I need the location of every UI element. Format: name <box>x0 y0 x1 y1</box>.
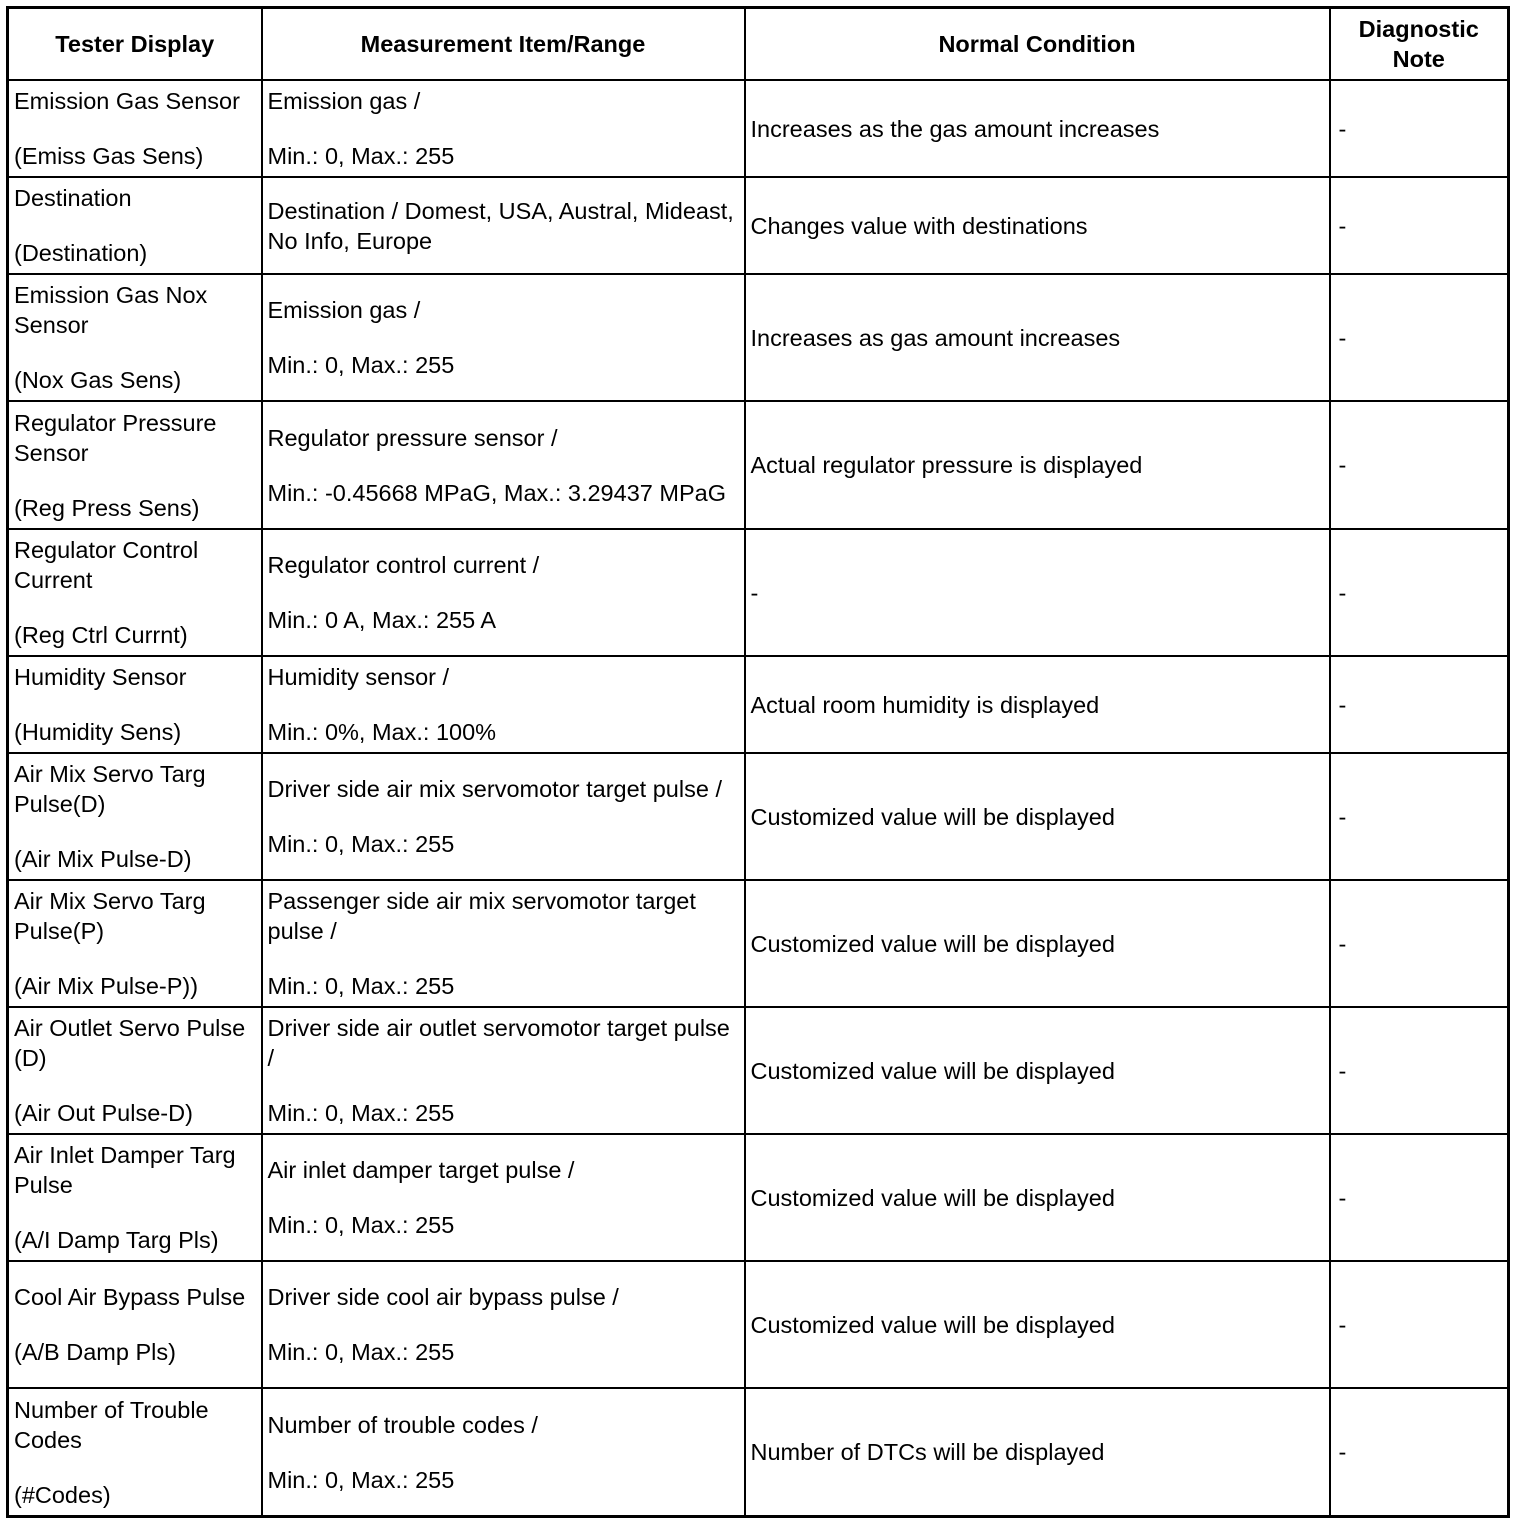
measurement-range: Min.: 0, Max.: 255 <box>267 973 455 1000</box>
header-row <box>8 8 1509 81</box>
normal-condition-cell: Changes value with destinations <box>745 177 1330 274</box>
measurement-range: Min.: 0, Max.: 255 <box>267 1212 455 1239</box>
normal-condition-cell: Customized value will be displayed <box>745 1134 1330 1261</box>
tester-display-name: Air Outlet Servo Pulse (D) <box>14 1015 246 1072</box>
measurement-range: Min.: 0, Max.: 255 <box>267 143 455 170</box>
tester-display-cell <box>8 1388 262 1516</box>
measurement-item-cell <box>262 880 745 1007</box>
diagnostic-note-cell: - <box>1330 1134 1509 1261</box>
normal-condition-cell: Customized value will be displayed <box>745 1261 1330 1388</box>
measurement-item: Driver side cool air bypass pulse / <box>267 1284 619 1311</box>
header-tester-display: Tester Display <box>8 8 262 81</box>
header-measurement-item: Measurement Item/Range <box>262 8 745 81</box>
table-row <box>8 401 1509 529</box>
measurement-item: Number of trouble codes / <box>267 1411 538 1438</box>
tester-display-short: (Destination) <box>14 240 148 267</box>
measurement-range: Min.: -0.45668 MPaG, Max.: 3.29437 MPaG <box>267 479 726 506</box>
tester-display-short: (A/I Damp Targ Pls) <box>14 1227 219 1254</box>
measurement-item: Passenger side air mix servomotor target pulse / <box>267 888 696 945</box>
normal-condition-cell: Customized value will be displayed <box>745 1007 1330 1134</box>
diagnostic-note-cell: - <box>1330 529 1509 656</box>
normal-condition-cell: - <box>745 529 1330 656</box>
table-row <box>8 1134 1509 1261</box>
normal-condition-cell: Customized value will be displayed <box>745 880 1330 1007</box>
measurement-item-cell <box>262 1007 745 1134</box>
measurement-item: Regulator control current / <box>267 552 540 579</box>
table-row <box>8 1261 1509 1388</box>
normal-condition-cell: Customized value will be displayed <box>745 753 1330 880</box>
tester-display-short: (Air Mix Pulse-P)) <box>14 973 199 1000</box>
header-diagnostic-note: Diagnostic Note <box>1330 8 1509 81</box>
tester-display-name: Regulator Pressure Sensor <box>14 409 217 466</box>
tester-display-name: Air Inlet Damper Targ Pulse <box>14 1142 236 1199</box>
measurement-item: Humidity sensor / <box>267 664 450 691</box>
measurement-item-cell <box>262 274 745 401</box>
diagnostic-note-cell: - <box>1330 880 1509 1007</box>
table-row <box>8 80 1509 177</box>
normal-condition-cell: Increases as gas amount increases <box>745 274 1330 401</box>
tester-display-name: Emission Gas Nox Sensor <box>14 282 208 339</box>
normal-condition-cell: Actual room humidity is displayed <box>745 656 1330 753</box>
measurement-item-cell <box>262 401 745 529</box>
tester-display-short: (Air Out Pulse-D) <box>14 1100 193 1127</box>
normal-condition-cell: Increases as the gas amount increases <box>745 80 1330 177</box>
tester-display-cell <box>8 1134 262 1261</box>
measurement-item: Air inlet damper target pulse / <box>267 1157 575 1184</box>
tester-display-short: (Humidity Sens) <box>14 719 182 746</box>
tester-display-name: Regulator Control Current <box>14 537 199 594</box>
tester-display-short: (Air Mix Pulse-D) <box>14 846 192 873</box>
tester-display-name: Emission Gas Sensor <box>14 88 240 115</box>
measurement-item-cell <box>262 656 745 753</box>
diagnostic-note-cell: - <box>1330 1261 1509 1388</box>
measurement-range: Min.: 0, Max.: 255 <box>267 352 455 379</box>
measurement-item-cell <box>262 753 745 880</box>
table-row <box>8 529 1509 656</box>
table-row <box>8 1388 1509 1516</box>
tester-display-short: (Reg Press Sens) <box>14 494 200 521</box>
tester-display-cell <box>8 880 262 1007</box>
tester-display-name: Air Mix Servo Targ Pulse(P) <box>14 888 206 945</box>
table-row <box>8 753 1509 880</box>
tester-display-cell <box>8 1261 262 1388</box>
diagnostic-note-cell: - <box>1330 274 1509 401</box>
tester-display-cell <box>8 753 262 880</box>
tester-display-name: Humidity Sensor <box>14 664 187 691</box>
tester-display-short: (#Codes) <box>14 1481 111 1508</box>
measurement-range: Min.: 0, Max.: 255 <box>267 1100 455 1127</box>
measurement-item: Destination / Domest, USA, Austral, Mideast, No Info, Europe <box>267 197 734 254</box>
diagnostic-note-cell: - <box>1330 753 1509 880</box>
diagnostic-note-cell: - <box>1330 177 1509 274</box>
diagnostic-note-cell: - <box>1330 401 1509 529</box>
tester-display-short: (Emiss Gas Sens) <box>14 143 204 170</box>
measurement-range: Min.: 0%, Max.: 100% <box>267 719 497 746</box>
measurement-item: Emission gas / <box>267 88 421 115</box>
tester-display-short: (Reg Ctrl Currnt) <box>14 622 188 649</box>
measurement-range: Min.: 0, Max.: 255 <box>267 1339 455 1366</box>
tester-display-short: (Nox Gas Sens) <box>14 367 182 394</box>
diagnostic-note-cell: - <box>1330 656 1509 753</box>
measurement-item: Emission gas / <box>267 297 421 324</box>
table-row <box>8 177 1509 274</box>
tester-display-name: Destination <box>14 185 132 212</box>
table-row <box>8 274 1509 401</box>
data-list-table <box>6 6 1510 1518</box>
measurement-item-cell <box>262 80 745 177</box>
tester-display-cell <box>8 274 262 401</box>
diagnostic-note-cell: - <box>1330 1007 1509 1134</box>
table-row <box>8 880 1509 1007</box>
diagnostic-note-cell: - <box>1330 80 1509 177</box>
tester-display-short: (A/B Damp Pls) <box>14 1339 176 1366</box>
measurement-item-cell <box>262 1261 745 1388</box>
measurement-range: Min.: 0, Max.: 255 <box>267 1466 455 1493</box>
table-row <box>8 656 1509 753</box>
measurement-item: Driver side air outlet servomotor target pulse / <box>267 1015 730 1072</box>
measurement-range: Min.: 0 A, Max.: 255 A <box>267 607 497 634</box>
tester-display-cell <box>8 1007 262 1134</box>
header-normal-condition: Normal Condition <box>745 8 1330 81</box>
measurement-item-cell <box>262 1134 745 1261</box>
tester-display-cell <box>8 656 262 753</box>
measurement-item-cell <box>262 529 745 656</box>
diagnostic-note-cell: - <box>1330 1388 1509 1516</box>
tester-display-cell <box>8 80 262 177</box>
tester-display-cell <box>8 529 262 656</box>
measurement-item: Driver side air mix servomotor target pulse / <box>267 776 722 803</box>
table-row <box>8 1007 1509 1134</box>
measurement-item-cell <box>262 177 745 274</box>
tester-display-name: Air Mix Servo Targ Pulse(D) <box>14 761 206 818</box>
measurement-range: Min.: 0, Max.: 255 <box>267 831 455 858</box>
measurement-item: Regulator pressure sensor / <box>267 424 558 451</box>
normal-condition-cell: Number of DTCs will be displayed <box>745 1388 1330 1516</box>
normal-condition-cell: Actual regulator pressure is displayed <box>745 401 1330 529</box>
tester-display-cell <box>8 177 262 274</box>
tester-display-name: Cool Air Bypass Pulse <box>14 1284 246 1311</box>
measurement-item-cell <box>262 1388 745 1516</box>
tester-display-name: Number of Trouble Codes <box>14 1396 209 1453</box>
tester-display-cell <box>8 401 262 529</box>
